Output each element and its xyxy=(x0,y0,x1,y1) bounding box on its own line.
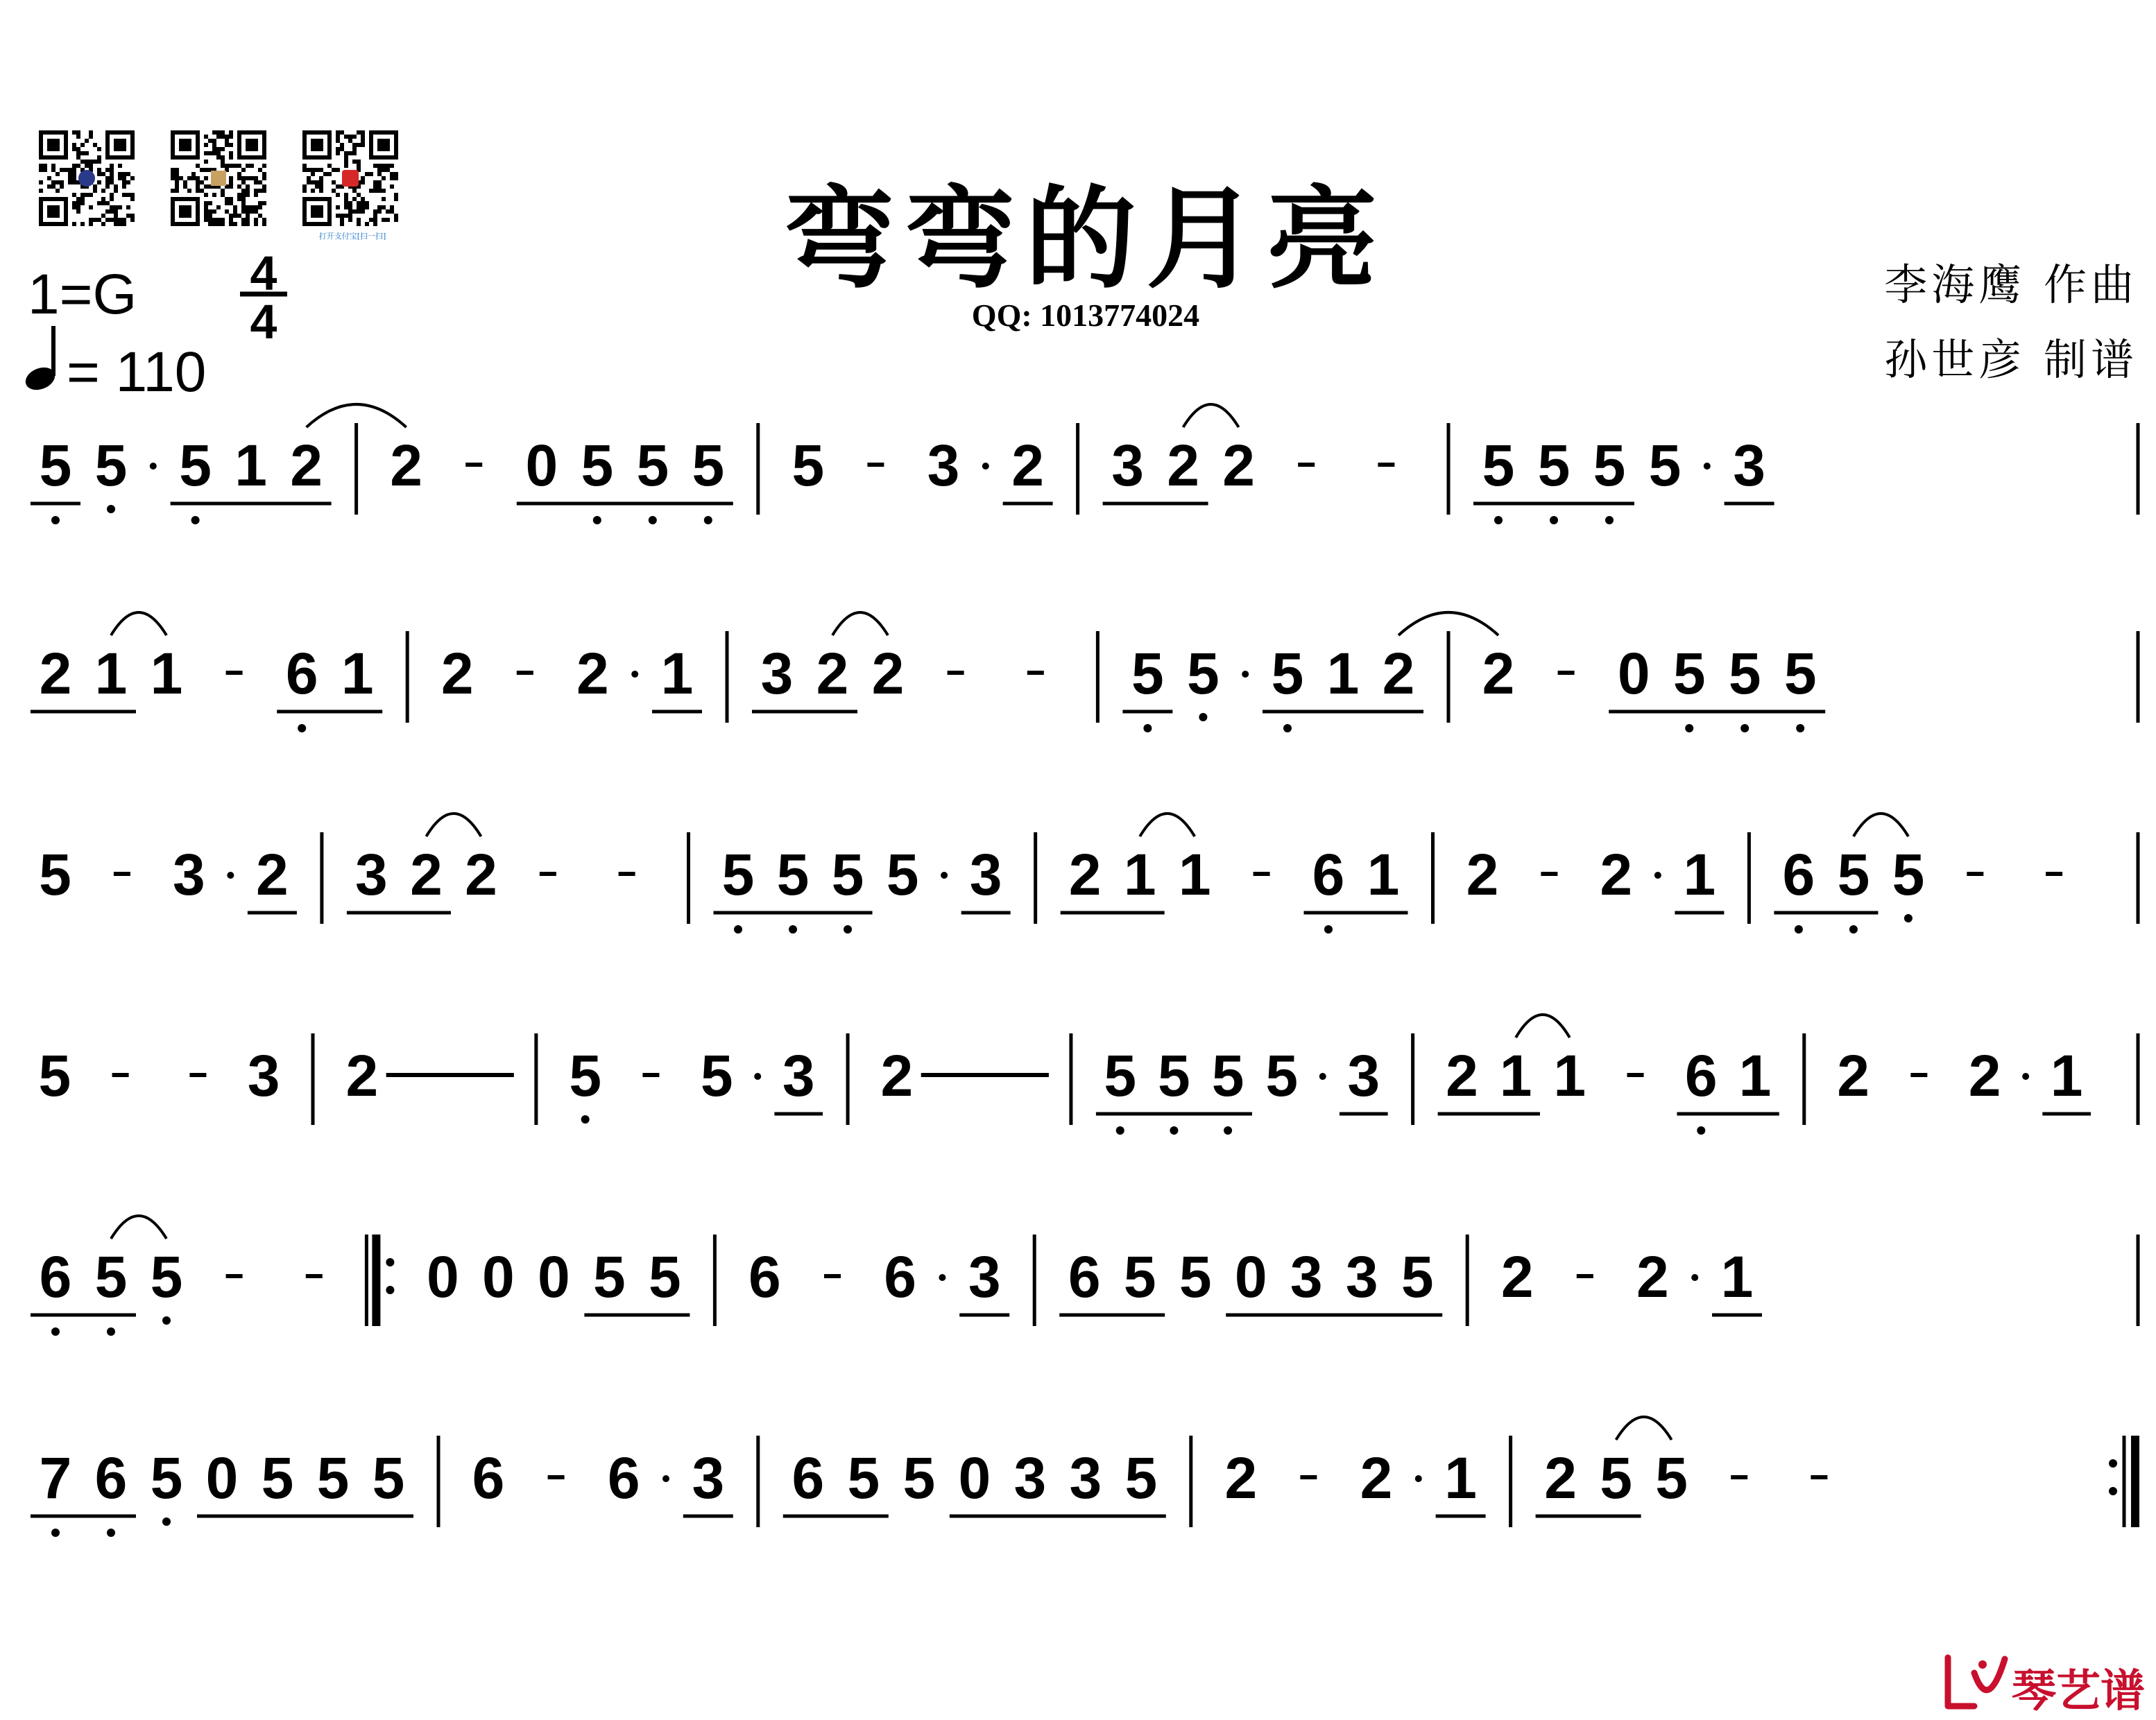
key-signature: 1=G xyxy=(28,263,137,326)
note-digit: 2 xyxy=(816,641,849,706)
note-digit: 3 xyxy=(1069,1445,1102,1511)
note-digit: 2 xyxy=(1500,1244,1534,1309)
note-digit: 2 xyxy=(256,842,289,907)
note-digit: 2 xyxy=(880,1043,914,1108)
note-digit: 0 xyxy=(525,433,558,498)
note-digit: 6 xyxy=(94,1445,128,1511)
note-digit: 5 xyxy=(581,433,614,498)
page-title: 弯弯的月亮 xyxy=(783,173,1388,304)
note-digit: 2 xyxy=(1482,641,1515,706)
note-digit: 6 xyxy=(607,1445,640,1511)
lower-octave-dot xyxy=(162,1316,171,1325)
note-digit: 5 xyxy=(1124,1445,1158,1511)
note-digit: 6 xyxy=(285,641,318,706)
note-digit: 2 xyxy=(576,641,609,706)
note-digit: 5 xyxy=(179,433,212,498)
note-digit: 1 xyxy=(1738,1043,1772,1108)
lower-octave-dot xyxy=(1224,1126,1232,1135)
lower-octave-dot xyxy=(844,925,852,934)
lower-octave-dot xyxy=(107,1529,115,1537)
lower-octave-dot xyxy=(1849,925,1858,934)
note-digit: 2 xyxy=(1968,1043,2001,1108)
note-digit: 5 xyxy=(1728,641,1761,706)
augmentation-dot xyxy=(1691,1274,1698,1281)
note-digit: 5 xyxy=(1600,1445,1632,1511)
note-digit: 0 xyxy=(205,1445,239,1511)
note-digit: 5 xyxy=(39,433,72,498)
note-digit: 2 xyxy=(1544,1445,1577,1511)
repeat-dot xyxy=(2109,1459,2117,1468)
note-digit: 2 xyxy=(1837,1043,1870,1108)
note-digit: 1 xyxy=(1326,641,1360,706)
note-digit: 2 xyxy=(39,641,72,706)
lower-octave-dot xyxy=(1795,925,1803,934)
augmentation-dot xyxy=(1704,463,1711,470)
note-digit: 5 xyxy=(1187,641,1220,706)
repeat-dot xyxy=(386,1258,394,1266)
qq-number: QQ: 1013774024 xyxy=(971,298,1200,333)
note-digit: 0 xyxy=(538,1244,570,1309)
note-digit: 3 xyxy=(1347,1043,1380,1108)
lower-octave-dot xyxy=(593,516,601,524)
note-digit: 0 xyxy=(1234,1244,1267,1309)
note-digit: 5 xyxy=(1892,842,1925,907)
note-digit: 3 xyxy=(1013,1445,1047,1511)
note-digit: 5 xyxy=(649,1244,681,1309)
lower-octave-dot xyxy=(1116,1126,1124,1135)
note-digit: 5 xyxy=(636,433,669,498)
time-signature-top: 4 xyxy=(250,246,277,300)
note-digit: 2 xyxy=(1636,1244,1669,1309)
note-digit: 3 xyxy=(969,842,1002,907)
note-digit: 1 xyxy=(341,641,374,706)
note-digit: 5 xyxy=(1123,1244,1156,1309)
note-digit: 3 xyxy=(927,433,960,498)
tempo-marking: = 110 xyxy=(67,341,207,404)
augmentation-dot xyxy=(662,1475,669,1482)
note-digit: 5 xyxy=(831,842,864,907)
note-digit: 5 xyxy=(372,1445,405,1511)
note-digit: 2 xyxy=(410,842,443,907)
lower-octave-dot xyxy=(1796,724,1804,732)
note-digit: 3 xyxy=(1345,1244,1378,1309)
note-digit: 5 xyxy=(593,1244,626,1309)
note-digit: 5 xyxy=(1537,433,1571,498)
note-digit: 5 xyxy=(569,1043,602,1108)
note-digit: 1 xyxy=(1444,1445,1477,1511)
note-digit: 5 xyxy=(721,842,755,907)
note-digit: 6 xyxy=(1068,1244,1101,1309)
lower-octave-dot xyxy=(1170,1126,1178,1135)
note-digit: 2 xyxy=(465,842,497,907)
augmentation-dot xyxy=(1242,671,1249,678)
lower-octave-dot xyxy=(581,1115,590,1124)
lower-octave-dot xyxy=(1494,516,1503,524)
note-digit: 1 xyxy=(1178,842,1211,907)
note-digit: 0 xyxy=(1617,641,1650,706)
note-digit: 5 xyxy=(1655,1445,1688,1511)
note-digit: 6 xyxy=(1684,1043,1718,1108)
note-digit: 2 xyxy=(1600,842,1633,907)
augmentation-dot xyxy=(982,463,989,470)
note-digit: 5 xyxy=(1672,641,1706,706)
note-digit: 1 xyxy=(1683,842,1716,907)
repeat-dot xyxy=(2109,1487,2117,1495)
lower-octave-dot xyxy=(51,1529,60,1537)
lower-octave-dot xyxy=(162,1517,171,1526)
lower-octave-dot xyxy=(107,1327,115,1336)
note-digit: 5 xyxy=(1783,641,1817,706)
lower-octave-dot xyxy=(704,516,712,524)
note-digit: 7 xyxy=(39,1445,72,1511)
repeat-dot xyxy=(386,1286,394,1294)
note-digit: 5 xyxy=(1211,1043,1244,1108)
lower-octave-dot xyxy=(734,925,742,934)
note-digit: 2 xyxy=(1382,641,1415,706)
lower-octave-dot xyxy=(1697,1126,1705,1135)
note-digit: 5 xyxy=(94,1244,128,1309)
note-digit: 1 xyxy=(1367,842,1400,907)
note-digit: 5 xyxy=(316,1445,350,1511)
qr-code-1 xyxy=(39,130,135,226)
note-digit: 6 xyxy=(472,1445,505,1511)
note-digit: 2 xyxy=(290,433,323,498)
note-digit: 6 xyxy=(792,1445,825,1511)
lower-octave-dot xyxy=(1550,516,1558,524)
qr-code-2 xyxy=(171,130,266,226)
composer-credit: 李海鹰 作曲 xyxy=(1884,259,2138,310)
note-digit: 2 xyxy=(440,641,474,706)
lower-octave-dot xyxy=(191,516,200,524)
note-digit: 6 xyxy=(748,1244,781,1309)
lower-octave-dot xyxy=(1605,516,1614,524)
note-digit: 5 xyxy=(847,1445,880,1511)
note-digit: 5 xyxy=(1158,1043,1190,1108)
note-digit: 5 xyxy=(1401,1244,1434,1309)
qr-code-group xyxy=(39,130,398,241)
note-digit: 5 xyxy=(700,1043,733,1108)
note-digit: 3 xyxy=(968,1244,1001,1309)
note-digit: 5 xyxy=(1648,433,1682,498)
note-digit: 5 xyxy=(1265,1043,1299,1108)
note-digit: 2 xyxy=(1466,842,1499,907)
augmentation-dot xyxy=(2022,1073,2029,1080)
lower-octave-dot xyxy=(107,505,115,513)
note-digit: 5 xyxy=(1179,1244,1212,1309)
note-digit: 3 xyxy=(355,842,388,907)
note-digit: 3 xyxy=(1290,1244,1323,1309)
watermark-text: 琴艺谱 xyxy=(2012,1666,2145,1717)
note-digit: 5 xyxy=(792,433,825,498)
note-digit: 3 xyxy=(172,842,205,907)
note-digit: 5 xyxy=(776,842,810,907)
note-digit: 2 xyxy=(1446,1043,1478,1108)
note-digit: 5 xyxy=(38,1043,71,1108)
note-digit: 6 xyxy=(39,1244,72,1309)
note-digit: 0 xyxy=(427,1244,459,1309)
note-digit: 1 xyxy=(660,641,694,706)
note-digit: 1 xyxy=(1123,842,1156,907)
lower-octave-dot xyxy=(789,925,797,934)
note-digit: 2 xyxy=(390,433,422,498)
note-digit: 3 xyxy=(782,1043,815,1108)
note-digit: 5 xyxy=(1593,433,1626,498)
note-digit: 5 xyxy=(261,1445,294,1511)
note-digit: 5 xyxy=(1837,842,1870,907)
augmentation-dot xyxy=(631,671,638,678)
note-digit: 5 xyxy=(150,1445,183,1511)
note-digit: 6 xyxy=(884,1244,916,1309)
note-digit: 3 xyxy=(247,1043,280,1108)
lower-octave-dot xyxy=(1685,724,1693,732)
note-digit: 0 xyxy=(482,1244,515,1309)
note-digit: 1 xyxy=(1499,1043,1532,1108)
augmentation-dot xyxy=(1319,1073,1326,1080)
note-digit: 5 xyxy=(1131,641,1164,706)
note-digit: 1 xyxy=(150,641,183,706)
note-digit: 2 xyxy=(1222,433,1255,498)
note-digit: 6 xyxy=(1782,842,1815,907)
note-digit: 3 xyxy=(1733,433,1765,498)
note-digit: 2 xyxy=(1068,842,1102,907)
time-signature-bottom: 4 xyxy=(250,295,277,349)
qr-code-3 xyxy=(302,130,398,226)
note-digit: 3 xyxy=(692,1445,725,1511)
note-digit: 5 xyxy=(1482,433,1515,498)
note-digit: 1 xyxy=(2050,1043,2083,1108)
note-digit: 5 xyxy=(1271,641,1304,706)
qr-code-3-caption: 打开支付宝[扫一扫] xyxy=(318,232,386,241)
augmentation-dot xyxy=(941,872,948,879)
note-digit: 5 xyxy=(886,842,919,907)
transcriber-credit: 孙世彦 制谱 xyxy=(1884,334,2138,385)
note-digit: 1 xyxy=(234,433,267,498)
note-digit: 5 xyxy=(94,433,128,498)
note-digit: 5 xyxy=(692,433,725,498)
lower-octave-dot xyxy=(1904,914,1913,922)
note-digit: 5 xyxy=(39,842,71,907)
note-digit: 5 xyxy=(1104,1043,1137,1108)
augmentation-dot xyxy=(1654,872,1661,879)
note-digit: 1 xyxy=(1720,1244,1754,1309)
lower-octave-dot xyxy=(51,1327,60,1336)
note-digit: 2 xyxy=(1360,1445,1393,1511)
lower-octave-dot xyxy=(1199,713,1207,721)
note-digit: 1 xyxy=(1553,1043,1586,1108)
lower-octave-dot xyxy=(1283,724,1292,732)
note-digit: 1 xyxy=(94,641,128,706)
note-digit: 2 xyxy=(1011,433,1044,498)
augmentation-dot xyxy=(754,1073,761,1080)
note-digit: 5 xyxy=(150,1244,183,1309)
lower-octave-dot xyxy=(649,516,657,524)
lower-octave-dot xyxy=(298,724,306,732)
lower-octave-dot xyxy=(1143,724,1152,732)
note-digit: 3 xyxy=(1111,433,1144,498)
augmentation-dot xyxy=(1415,1475,1422,1482)
note-digit: 2 xyxy=(345,1043,379,1108)
note-digit: 2 xyxy=(1167,433,1199,498)
note-digit: 3 xyxy=(760,641,794,706)
lower-octave-dot xyxy=(1324,925,1333,934)
augmentation-dot xyxy=(939,1274,946,1281)
note-digit: 0 xyxy=(958,1445,991,1511)
lower-octave-dot xyxy=(51,516,60,524)
note-digit: 2 xyxy=(1224,1445,1258,1511)
lower-octave-dot xyxy=(1740,724,1749,732)
augmentation-dot xyxy=(227,872,234,879)
note-digit: 2 xyxy=(871,641,905,706)
augmentation-dot xyxy=(150,463,157,470)
note-digit: 5 xyxy=(902,1445,936,1511)
note-digit: 6 xyxy=(1312,842,1345,907)
